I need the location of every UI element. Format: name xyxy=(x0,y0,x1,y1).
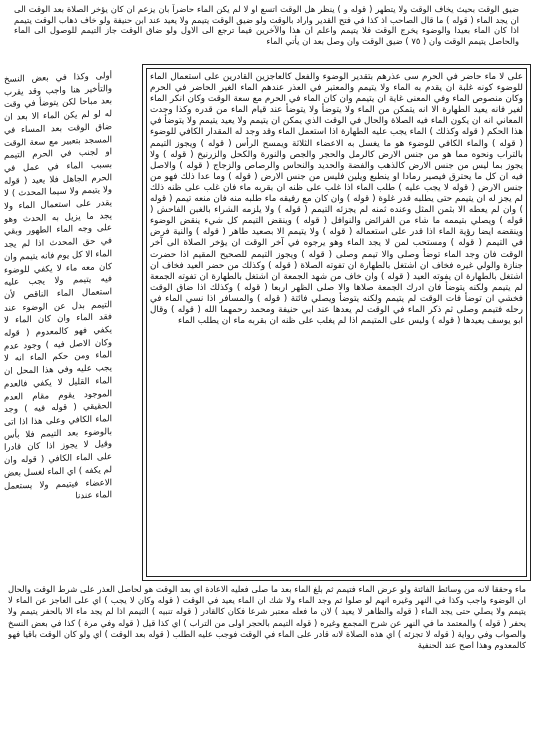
left-margin-text: أولى وكذا في بعض النسخ والتأخير هنا واجب وقد يقرب بعد مباحا لكن يتوضأ في وقت له لو لم يكن الماء الا بعد ان ضاق الوقت بعد المساء في المسجد بتعبير مع سعة الوقت او لجنب في الحرم التيمم بسبب الماء في عمل في الحرم الجاهل فلا يعيد ( قوله ولا يتيمم ولا سيما المحدث ) لا يقدر على استعمال الماء ولا يجد ما يزيل به الحدث وهو على وجه الماء الطهور وبقي في حق المحدث اذا لم يجد الماء الا كل يوم فانه يتيمم وان كان معه ماء لا يكفي للوضوء فيه يتيمم ولا يجب عليه استعمال الماء الناقص لأن التيمم بدل عن الوضوء عند فقد الماء وان كان الماء لا يكفي فهو كالمعدوم ( قوله وكان الاصل فيه ) وجود عدم الماء ومن حكم الماء انه لا يجب عليه وفي هذا المحل ان الماء القليل لا يكفي فالعدم الموجود يقوم مقام العدم الحقيقي ( قوله فيه ) وجد الماء الكافي وعلى هذا اذا اتى بالوضوء بعد التيمم فلا بأس وقيل لا يجوز اذا كان قادرا على الماء الكافي ( قوله وان لم يكفه ) اي الماء لغسل بعض الاعضاء فيتيمم ولا يستعمل الماء عندنا xyxy=(4,71,112,502)
top-margin-text: ضيق الوقت بحيث يخاف الوقت ولا يتطهر ( قوله و ) ينظر هل الوقت اتسع او لا لم يكن الماء حاضراً بان يزعم ان كان يؤخر الصلاة بعد الوقت الى ان يجد الماء ( قوله ) ما قال الصاحب اذ كذا في فتح القدير واراد بالوقت ولو ضيق الوقت يتيمم ولا يعيد عند ابن حنيفة ولو خاف ذهاب الوقت يتيمم اذا كان الماء بعيدا والوضوء يخرج الوقت فلا يتيمم واعلم ان هذا والآخرين فيما ترجع الى الاول ولو ضاق الوقت جاز التيمم للوصول الى الماء والحاصل يتيمم الوقت وان ( ٧٥ ) ضيق الوقت وان وصل بعد ان يأتي الماء xyxy=(14,4,519,46)
main-text-body: على لا ماء حاضر في الحرم سى عذرهم بتقدير الوضوء والفعل كالعاجزين القادرين على استعمال الماء للوضوء كونه غلبة ان يقدم به الماء ولا يتيمم والمعتبر في العذر عندهم الماء الغير الحاضر في الحرم وكان منصوص الماء وفي المعنى غاية ان يتيمم وان كان الماء في الحرم مع سعة الوقت وكان انكر الماء لغير فانه يعيد الطهارة الا انه يتمكن من الماء ولا يتوضأ ولا يتوضأ عند قيام الماء من قدره وكذا وجدت المعاني انه ان يكون الماء فيه الصلاة والحال في الوقت الذي يمكن ان يتيمم ولا يعيد يتيمم ولا يتوضأ في هذا الحكم ( قوله وكذلك ) الماء يجب عليه الطهارة اذا استعمل الماء وقد وجد له المقدار الكافي للوضوء ( قوله ) والماء الكافي للوضوء هو ما يغسل به الاعضاء الثلاثة ويمسح الرأس ( قوله ) ويجوز التيمم بالتراب ونحوه مما هو من جنس الارض كالرمل والحجر والجص والنورة والكحل والزرنيخ ( قوله ) ولا يجوز بما ليس من جنس الارض كالذهب والفضة والحديد والنحاس والرصاص والزجاج ( قوله ) والاصل فيه ان كل ما يحترق فيصير رمادا او ينطبع ويلين فليس من جنس الارض ( قوله ) وما عدا ذلك فهو من جنس الارض ( قوله لا يجب عليه ) طلب الماء اذا غلب على ظنه ان بقربه ماء فان غلب على ظنه ذلك لم يجز له ان يتيمم حتى يطلبه قدر غلوة ( قوله ) وان كان مع رفيقه ماء طلبه منه فان منعه تيمم ( قوله ) وان لم يعطه الا بثمن المثل وعنده ثمنه لم يجزئه التيمم ( قوله ) ولا يلزمه الشراء بالغبن الفاحش ( قوله ) ويصلي بتيممه ما شاء من الفرائض والنوافل ( قوله ) وينقض التيمم كل شيء ينقض الوضوء وينقضه ايضا رؤية الماء اذا قدر على استعماله ( قوله ) ولا يتيمم الا بصعيد طاهر ( قوله ) والنية فرض في التيمم ( قوله ) ومستحب لمن لا يجد الماء وهو يرجوه في آخر الوقت ان يؤخر الصلاة الى آخر الوقت فان وجد الماء توضأ وصلى والا تيمم وصلى ( قوله ) ويجوز التيمم للصحيح المقيم اذا حضرت جنازة والولي غيره فخاف ان اشتغل بالطهارة ان تفوته الصلاة ( قوله ) وكذلك من حضر العيد فخاف ان اشتغل بالطهارة ان يفوته العيد ( قوله ) وان خاف من شهد الجمعة ان اشتغل بالطهارة ان تفوته الجمعة لم يتيمم ولكنه يتوضأ فان ادرك الجمعة صلاها والا صلى الظهر اربعا ( قوله ) وكذلك اذا ضاق الوقت فخشي ان توضأ فات الوقت لم يتيمم ولكنه يتوضأ ويصلي فائتة ( قوله ) والمسافر اذا نسي الماء في رحله فتيمم وصلى ثم ذكر الماء في الوقت لم يعدها عند ابي حنيفة ومحمد رحمهما الله ( قوله ) وقال ابو يوسف يعيدها ( قوله ) وليس على المتيمم اذا لم يغلب على ظنه ان بقربه ماء ان يطلب الماء xyxy=(150,72,523,327)
main-text-block xyxy=(150,72,523,573)
bottom-commentary xyxy=(8,584,526,676)
left-margin-commentary xyxy=(4,70,112,574)
bottom-commentary-text: ماء وحققا لانه من وسائط الفائتة ولو عرض الماء فتيمم ثم بلغ الماء بعد ما صلى فعليه الاعادة اي بعد الوقت هو لحاصل العذر على شرط الوقت والحال ان الوضوء واجب وكذا في النهر وغيره انهم لو صلوا ثم وجد الماء ولا شك ان الماء يعيد في الوقت ( قوله وكان لا يجب ) اي على العاجز عن الماء لا يتيمم ولا يصلي حتى يجد الماء ( قوله والظاهر لا يعيد ) لان ما فعله معتبر شرعا فكان كالقادر ( قوله تنبيه ) التيمم اذا لم يجد ماء الا بالحفر يتيمم ولا يحفر ( قوله ) والمعتمد ما في النهر عن شرح المجمع وغيره ( قوله التيمم بالحجر اولى من التراب ) اي كذا قيل ( قوله وفي مرة ) كذا في بعض النسخ والصواب وفي رواية ( قوله لا تجزئه ) اي هذه الصلاة لانه قادر على الماء في الوقت فوجب عليه الطلب ( قوله بعد الوقت ) اي ولو كان الوقت باقيا فهو كالمعدوم وهذا اصح عند الحنفية xyxy=(8,584,526,651)
top-margin-commentary xyxy=(14,4,519,68)
